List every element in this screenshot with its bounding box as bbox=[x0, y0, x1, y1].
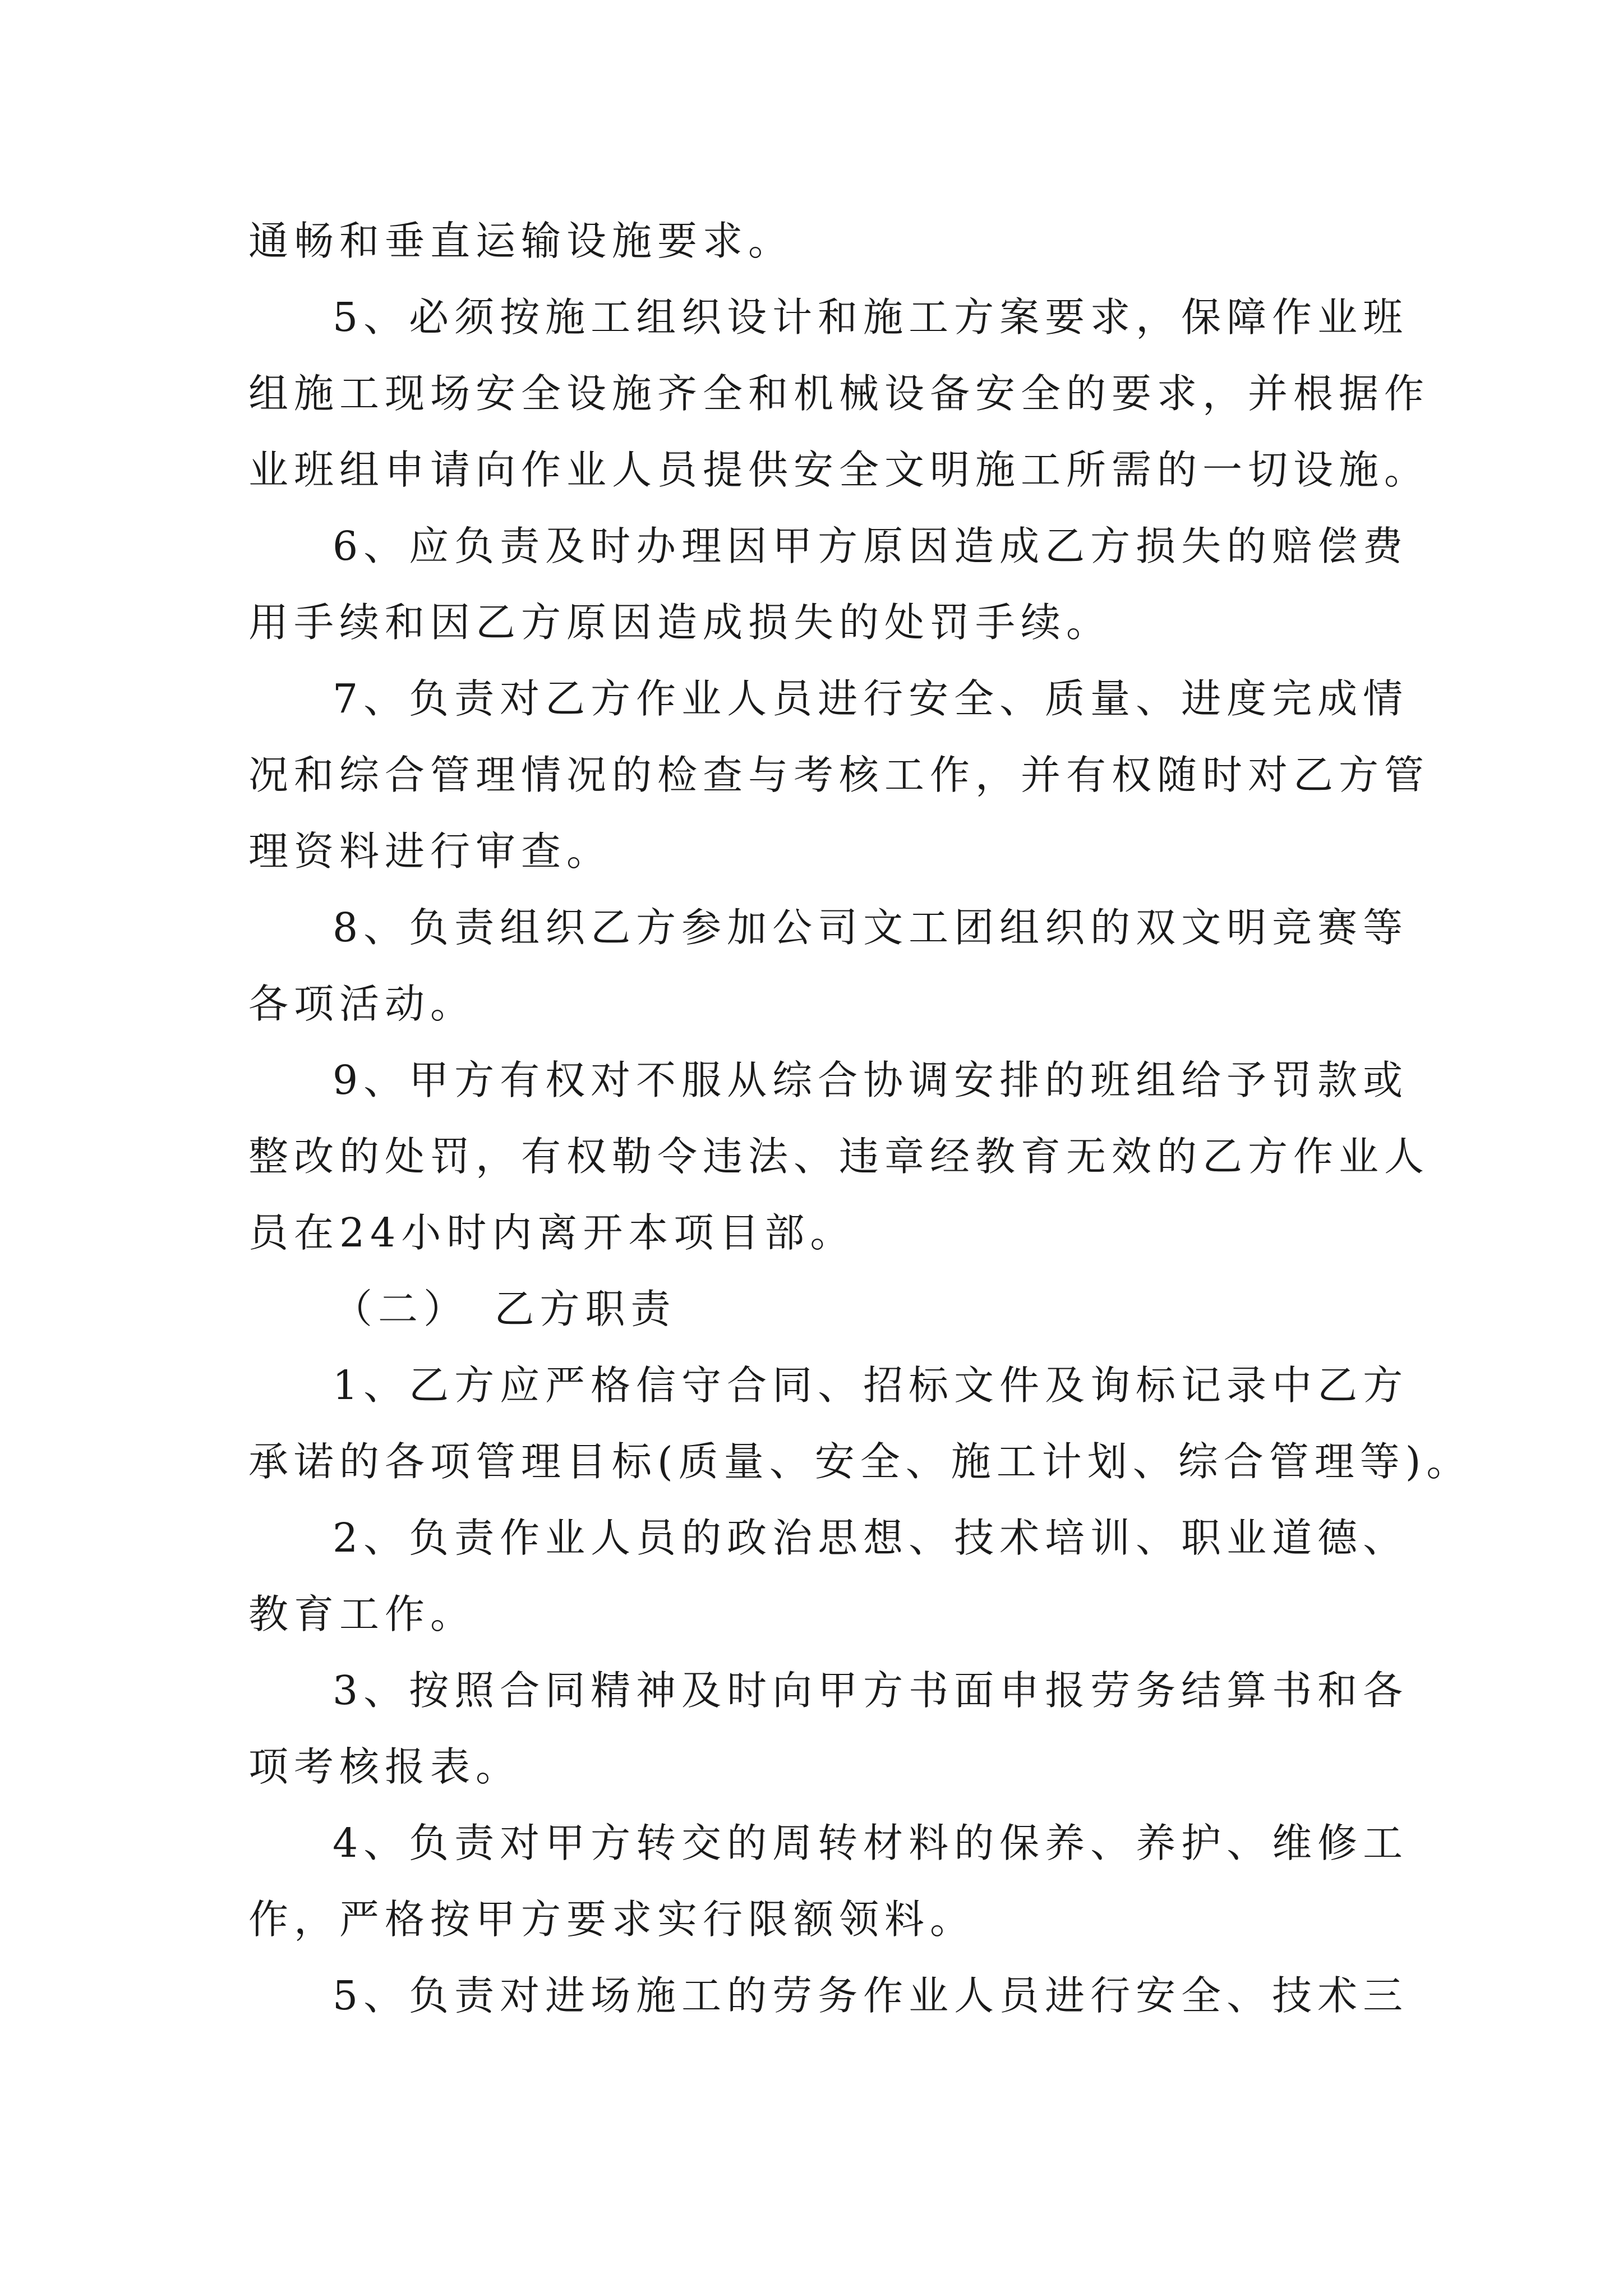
text-line: 教育工作。 bbox=[248, 1591, 476, 1637]
text-line: 项考核报表。 bbox=[248, 1743, 522, 1790]
text-line: 1、乙方应严格信守合同、招标文件及询标记录中乙方 bbox=[333, 1362, 1409, 1409]
text-line: 3、按照合同精神及时向甲方书面申报劳务结算书和各 bbox=[333, 1667, 1409, 1714]
text-line: 8、负责组织乙方参加公司文工团组织的双文明竞赛等 bbox=[333, 904, 1409, 951]
text-line: 员在24小时内离开本项目部。 bbox=[248, 1209, 856, 1256]
text-line: 况和综合管理情况的检查与考核工作，并有权随时对乙方管 bbox=[248, 752, 1430, 798]
text-line: 用手续和因乙方原因造成损失的处罚手续。 bbox=[248, 599, 1112, 646]
text-line: 4、负责对甲方转交的周转材料的保养、养护、维修工 bbox=[333, 1820, 1409, 1866]
text-line: 业班组申请向作业人员提供安全文明施工所需的一切设施。 bbox=[248, 447, 1430, 493]
text-line: 通畅和垂直运输设施要求。 bbox=[248, 218, 794, 264]
text-line: 承诺的各项管理目标(质量、安全、施工计划、综合管理等)。 bbox=[248, 1438, 1472, 1485]
text-line: 整改的处罚，有权勒令违法、违章经教育无效的乙方作业人 bbox=[248, 1133, 1430, 1180]
section-heading: （二） 乙方职责 bbox=[333, 1286, 676, 1332]
text-line: 作，严格按甲方要求实行限额领料。 bbox=[248, 1896, 976, 1943]
text-line: 9、甲方有权对不服从综合协调安排的班组给予罚款或 bbox=[333, 1057, 1409, 1103]
text-line: 7、负责对乙方作业人员进行安全、质量、进度完成情 bbox=[333, 675, 1409, 722]
text-line: 5、必须按施工组织设计和施工方案要求，保障作业班 bbox=[333, 294, 1409, 341]
text-line: 理资料进行审查。 bbox=[248, 828, 612, 875]
text-line: 各项活动。 bbox=[248, 981, 476, 1027]
text-line: 6、应负责及时办理因甲方原因造成乙方损失的赔偿费 bbox=[333, 523, 1409, 569]
text-line: 组施工现场安全设施齐全和机械设备安全的要求，并根据作 bbox=[248, 370, 1430, 417]
text-line: 2、负责作业人员的政治思想、技术培训、职业道德、 bbox=[333, 1515, 1409, 1561]
text-line: 5、负责对进场施工的劳务作业人员进行安全、技术三 bbox=[333, 1972, 1409, 2019]
